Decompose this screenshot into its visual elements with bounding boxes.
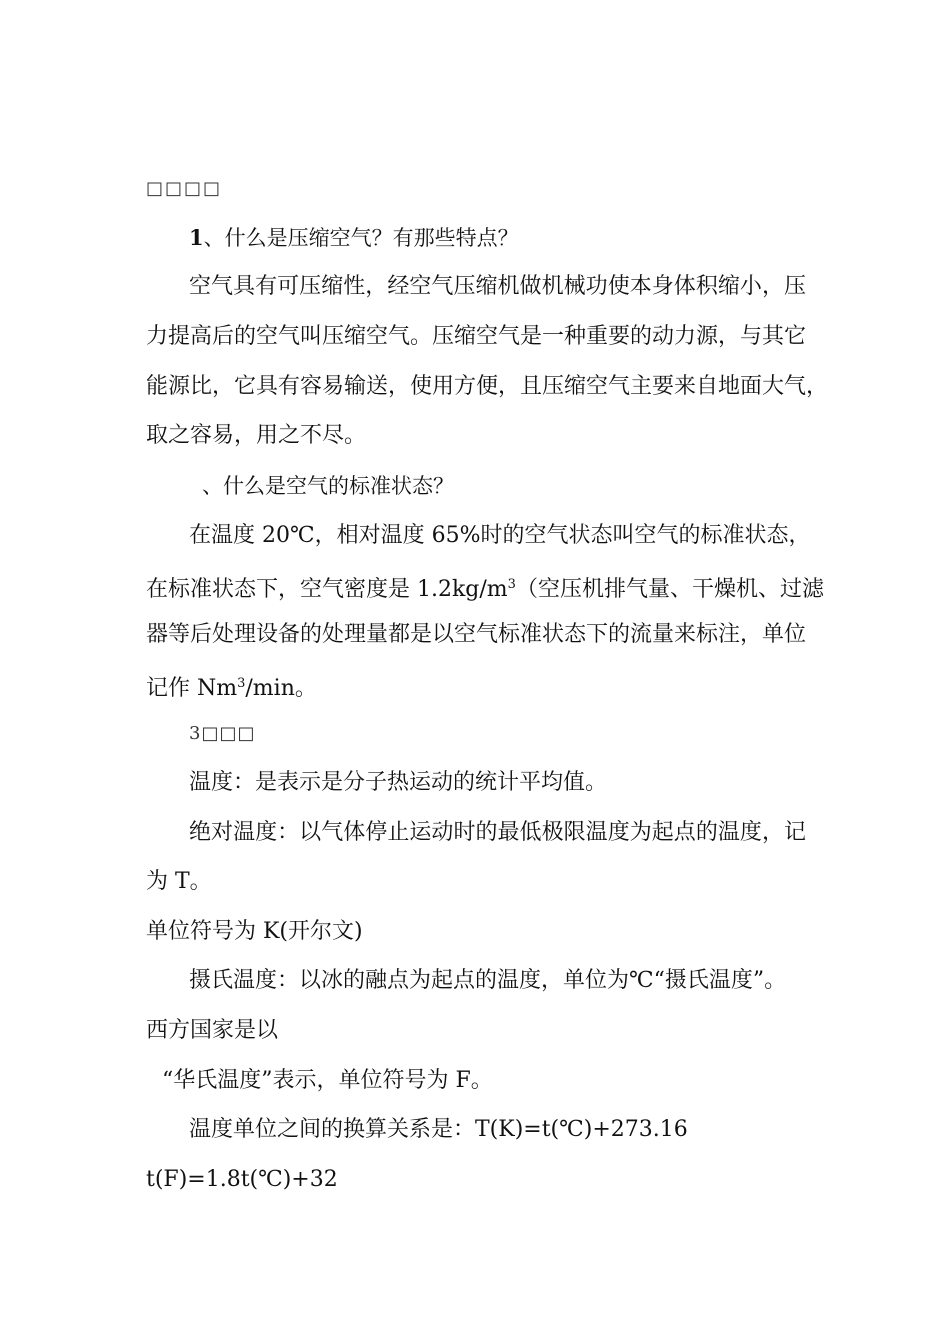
paragraph-1-line-2: 力提高后的空气叫压缩空气。压缩空气是一种重要的动力源，与其它 xyxy=(146,324,807,349)
paragraph-2-line-2-pre: 在标准状态下，空气密度是 1.2kg/m xyxy=(146,577,508,602)
paragraph-6-line-1: 摄氏温度：以冰的融点为起点的温度，单位为℃“摄氏温度”。 xyxy=(189,968,787,993)
paragraph-3-line-1: 温度：是表示是分子热运动的统计平均值。 xyxy=(189,770,608,795)
paragraph-2-line-2-post: （空压机排气量、干燥机、过滤 xyxy=(515,577,824,602)
question-3-label: 3□□□ xyxy=(189,723,256,744)
question-1-heading xyxy=(189,223,519,253)
paragraph-2-line-4-post: /min。 xyxy=(245,676,317,701)
header-mark: □□□□ xyxy=(146,178,223,199)
paragraph-1-line-1: 空气具有可压缩性，经空气压缩机做机械功使本身体积缩小，压 xyxy=(189,274,806,299)
paragraph-2-line-2 xyxy=(146,570,824,605)
paragraph-4-line-2: 为 T。 xyxy=(146,869,212,894)
question-1-number: 1 xyxy=(189,225,204,250)
paragraph-2-line-1: 在温度 20℃，相对温度 65%时的空气状态叫空气的标准状态， xyxy=(189,523,811,548)
paragraph-1-line-3: 能源比，它具有容易输送，使用方便，且压缩空气主要来自地面大气， xyxy=(146,374,829,399)
superscript-3: 3 xyxy=(507,577,516,592)
paragraph-1-line-4: 取之容易，用之不尽。 xyxy=(146,423,367,448)
paragraph-2-line-4 xyxy=(146,669,317,704)
question-1-title: 、什么是压缩空气？有那些特点？ xyxy=(203,226,519,250)
superscript-3: 3 xyxy=(237,676,246,691)
paragraph-2-line-4-pre: 记作 Nm xyxy=(146,676,238,701)
paragraph-6-line-2: 西方国家是以 xyxy=(146,1018,279,1043)
paragraph-8-line-1: 温度单位之间的换算关系是：T(K)=t(℃)+273.16 xyxy=(189,1117,688,1142)
paragraph-8-line-2: t(F)=1.8t(℃)+32 xyxy=(146,1167,338,1192)
paragraph-5-line-1: 单位符号为 K(开尔文) xyxy=(146,919,363,944)
paragraph-2-line-3: 器等后处理设备的处理量都是以空气标准状态下的流量来标注，单位 xyxy=(146,622,807,647)
paragraph-7-line-1: “华氏温度”表示，单位符号为 F。 xyxy=(162,1068,493,1093)
paragraph-4-line-1: 绝对温度：以气体停止运动时的最低极限温度为起点的温度，记 xyxy=(189,820,806,845)
question-2-heading: 、什么是空气的标准状态？ xyxy=(202,474,454,498)
